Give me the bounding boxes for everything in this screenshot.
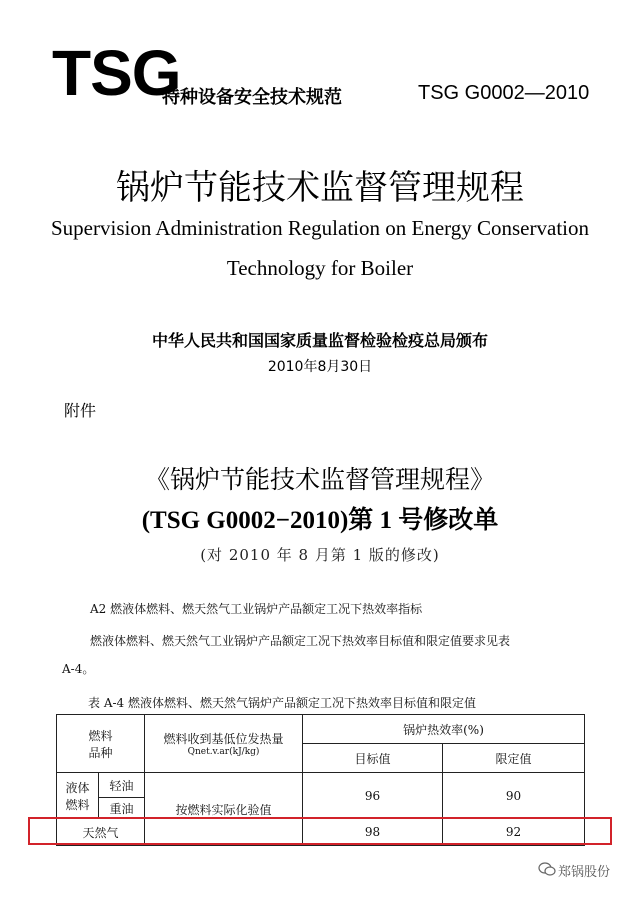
spec-code: TSG G0002—2010	[418, 82, 590, 104]
issuer: 中华人民共和国国家质量监督检验检疫总局颁布	[151, 331, 488, 350]
spec-category-label: 特种设备安全技术规范	[162, 87, 342, 108]
group-liquid-fuel	[57, 773, 99, 819]
watermark-text: 郑锅股份	[558, 865, 611, 880]
header-basis-line1: 燃料收到基低位发热量	[163, 732, 284, 746]
table-caption: 表 A-4 燃液体燃料、燃天然气锅炉产品额定工况下热效率目标值和限定值	[88, 696, 476, 710]
amendment-subtitle: (TSG G0002−2010)第 1 号修改单	[141, 507, 499, 534]
target-natural-gas: 98	[303, 819, 443, 846]
header-fuel-type	[57, 715, 145, 773]
document-title-cn: 锅炉节能技术监督管理规程	[116, 168, 524, 208]
fuel-natural-gas: 天然气	[57, 819, 145, 846]
fuel-heavy-oil: 重油	[99, 798, 145, 819]
header-boiler-efficiency: 锅炉热效率(%)	[303, 715, 585, 744]
fuel-light-oil: 轻油	[99, 773, 145, 798]
header-heating-value	[145, 715, 303, 773]
header-fuel-line2: 品种	[88, 745, 113, 760]
document-title-en-line2: Technology for Boiler	[226, 256, 414, 280]
group-liquid-line2: 燃料	[65, 797, 90, 812]
header-fuel-line1: 燃料	[88, 728, 113, 743]
paragraph-line-1: 燃液体燃料、燃天然气工业锅炉产品额定工况下热效率目标值和限定值要求见表	[90, 634, 511, 648]
amendment-note: (对 2010 年 8 月第 1 版的修改)	[200, 546, 440, 564]
heating-value-basis: 按燃料实际化验值	[145, 773, 303, 846]
section-heading: A2 燃液体燃料、燃天然气工业锅炉产品额定工况下热效率指标	[90, 602, 423, 616]
limit-light-oil: 90	[443, 773, 585, 819]
header-basis-line2: Qnet.v.ar(kJ/kg)	[187, 747, 260, 757]
issue-date: 2010年8月30日	[267, 359, 373, 375]
group-liquid-line1: 液体	[65, 780, 90, 795]
amendment-title: 《锅炉节能技术监督管理规程》	[144, 465, 495, 494]
attachment-label: 附件	[64, 401, 97, 420]
header-limit-value: 限定值	[443, 744, 585, 773]
target-light-oil: 96	[303, 773, 443, 819]
tsg-logo: TSG	[52, 37, 181, 109]
paragraph-line-2: A-4。	[62, 662, 95, 676]
natural-gas-highlight-box	[28, 817, 612, 845]
wechat-icon	[538, 862, 556, 876]
document-title-en-line1: Supervision Administration Regulation on Energy Conservation	[51, 216, 589, 240]
limit-natural-gas: 92	[443, 819, 585, 846]
header-target-value: 目标值	[303, 744, 443, 773]
